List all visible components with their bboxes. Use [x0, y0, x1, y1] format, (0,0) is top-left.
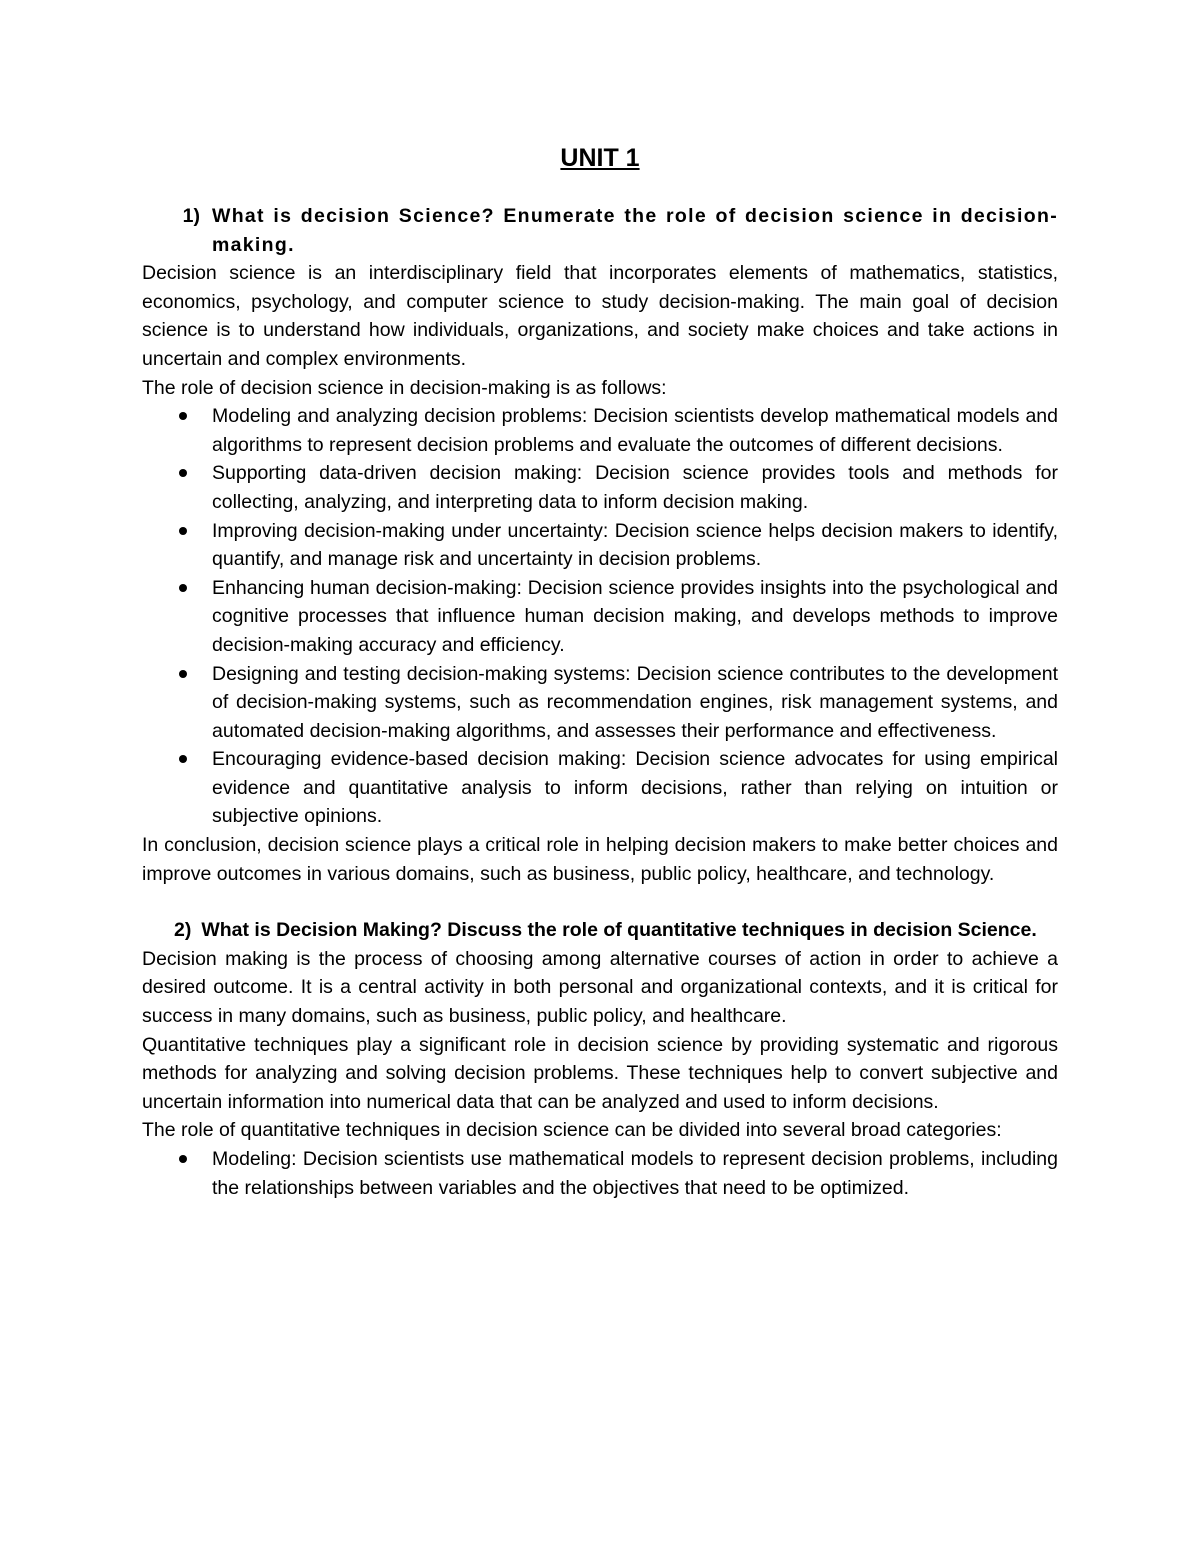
list-item: Modeling: Decision scientists use mathematical models to represent decision problems, including the relationships between variables and the objectives that need to be optimized.	[212, 1145, 1058, 1202]
bullet-icon	[179, 469, 187, 477]
question-2-text: What is Decision Making? Discuss the role of quantitative techniques in decision Science.	[201, 919, 1037, 942]
section-2-bullet-list	[142, 1145, 1058, 1202]
question-2	[142, 916, 1058, 945]
list-item: Modeling and analyzing decision problems: Decision scientists develop mathematical models and algorithms to represent decision problems and evaluate the outcomes of different decisions.	[212, 402, 1058, 459]
section-2-paragraph: Quantitative techniques play a significant role in decision science by providing systematic and rigorous methods for analyzing and solving decision problems. These techniques help to convert subjective and uncertain information into numerical data that can be analyzed and used to inform decisions.	[142, 1033, 1058, 1113]
bullet-icon	[179, 584, 187, 592]
bullet-icon	[179, 755, 187, 763]
list-item: Designing and testing decision-making systems: Decision science contributes to the development of decision-making systems, such as recommendation engines, risk management systems, and automated decision-making algorithms, and assesses their performance and effectiveness.	[212, 660, 1058, 746]
bullet-icon	[179, 670, 187, 678]
question-1	[142, 202, 1058, 259]
bullet-icon	[179, 527, 187, 535]
question-2-number: 2)	[174, 919, 192, 942]
bullet-icon	[179, 1155, 187, 1163]
section-1-intro: Decision science is an interdisciplinary field that incorporates elements of mathematics, statistics, economics, psychology, and computer science to study decision-making. The main goal of decision science is to understand how individuals, organizations, and society make choices and take actions in uncertain and complex environments.	[142, 262, 1058, 370]
section-2-paragraph: Decision making is the process of choosing among alternative courses of action in order to achieve a desired outcome. It is a central activity in both personal and organizational contexts, and it is critical for success in many domains, such as business, public policy, and healthcare.	[142, 947, 1058, 1028]
document-page	[142, 140, 1058, 1202]
question-1-number: 1)	[182, 205, 200, 227]
list-item: Supporting data-driven decision making: Decision science provides tools and methods for collecting, analyzing, and interpreting data to inform decision making.	[212, 459, 1058, 516]
section-2-paragraph: The role of quantitative techniques in decision science can be divided into several broad categories:	[142, 1119, 1002, 1142]
list-item: Enhancing human decision-making: Decision science provides insights into the psychological and cognitive processes that influence human decision making, and develops methods to improve decision-making accuracy and efficiency.	[212, 574, 1058, 660]
question-1-text: What is decision Science? Enumerate the role of decision science in decision-making.	[212, 205, 1058, 256]
section-1-bullet-list	[142, 402, 1058, 831]
section-1-conclusion: In conclusion, decision science plays a critical role in helping decision makers to make better choices and improve outcomes in various domains, such as business, public policy, healthcare, and technology.	[142, 834, 1058, 885]
bullet-icon	[179, 412, 187, 420]
unit-title: UNIT 1	[560, 144, 640, 172]
list-item: Encouraging evidence-based decision making: Decision science advocates for using empirical evidence and quantitative analysis to inform decisions, rather than relying on intuition or subjective opinions.	[212, 745, 1058, 831]
section-1-role-intro: The role of decision science in decision-making is as follows:	[142, 376, 667, 399]
list-item: Improving decision-making under uncertainty: Decision science helps decision makers to identify, quantify, and manage risk and uncertainty in decision problems.	[212, 517, 1058, 574]
